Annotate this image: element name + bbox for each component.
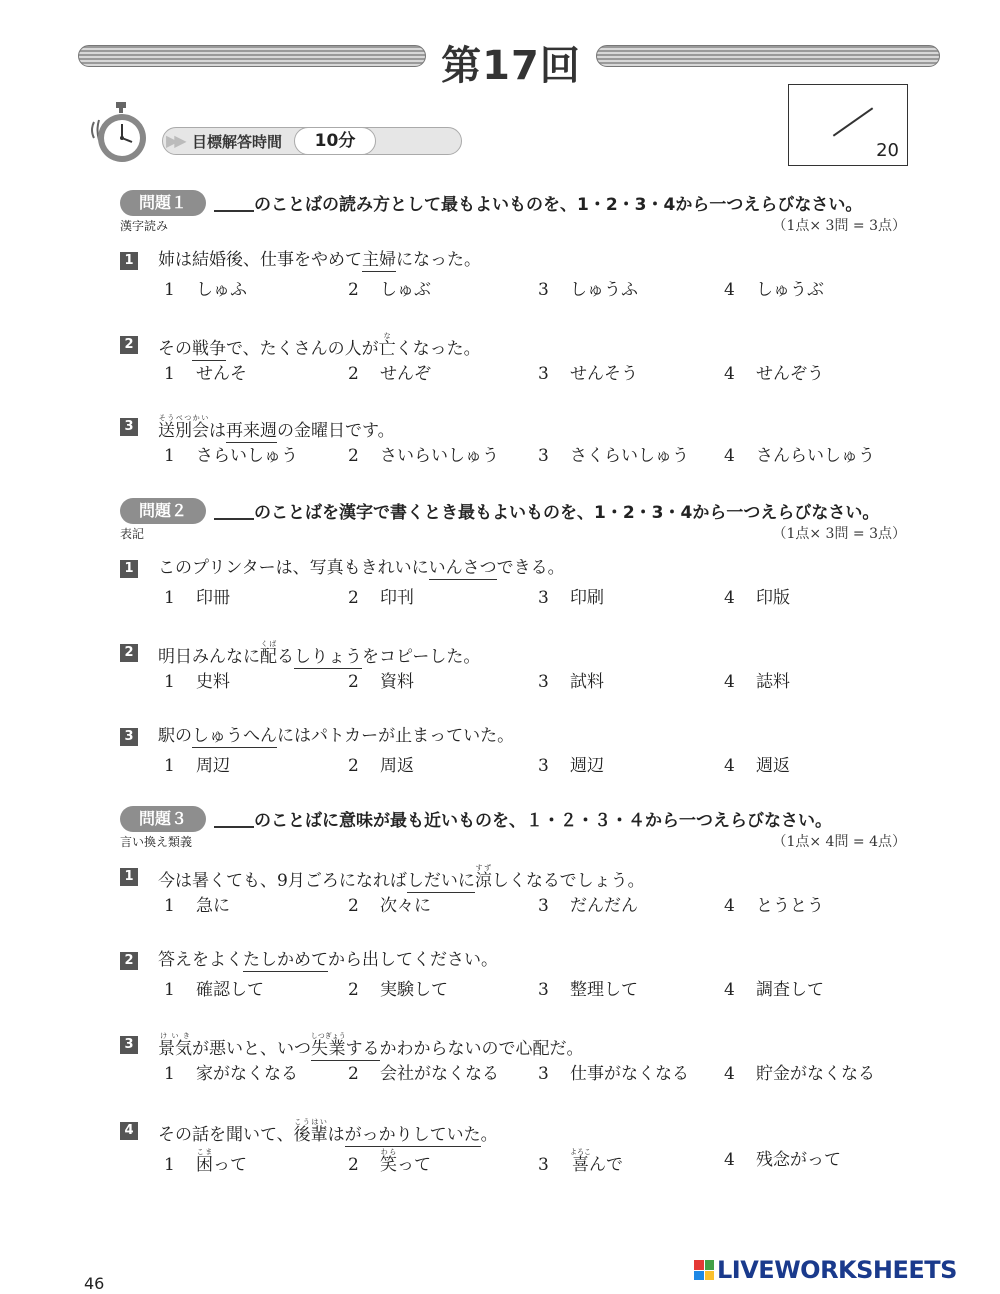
answer-option[interactable]: 2 次々に [348,896,431,916]
answer-option[interactable]: 1 しゅふ [164,280,247,300]
section-badge: 問題１ [120,190,206,216]
section-badge: 問題３ [120,806,206,832]
target-word: たしかめて [243,950,328,970]
page-title: 第17回 [441,43,581,89]
answer-option[interactable]: 2 笑わらって [348,1148,431,1175]
answer-option[interactable]: 3 せんそう [538,364,638,384]
answer-option[interactable]: 4 残念がって [724,1150,841,1170]
question-stem: 答えをよくたしかめてから出してください。 [158,950,498,970]
answer-option[interactable]: 2 会社がなくなる [348,1064,499,1084]
answer-option[interactable]: 3 仕事がなくなる [538,1064,689,1084]
answer-option[interactable]: 3 だんだん [538,896,638,916]
liveworksheets-watermark[interactable] [694,1256,957,1284]
section-points: （1点× 3問 = 3点） [772,218,906,234]
question-number: 2 [120,952,138,970]
answer-option[interactable]: 2 印刊 [348,588,414,608]
section-1-header [120,190,920,234]
score-box[interactable] [788,84,908,166]
question-stem: 駅のしゅうへんにはパトカーが止まっていた。 [158,726,515,746]
target-word: いんさつ [428,558,497,578]
answer-option[interactable]: 3 しゅうふ [538,280,638,300]
answer-option[interactable]: 1 印冊 [164,588,230,608]
score-total: 20 [876,140,899,161]
answer-option[interactable]: 1 さらいしゅう [164,446,298,466]
answer-option[interactable]: 3 喜よろこんで [538,1148,623,1175]
target-time [88,100,388,166]
question-number: 1 [120,560,138,578]
watermark-text: LIVEWORKSHEETS [717,1256,957,1284]
arrow-icon: ▶▶ [166,131,183,150]
question-stem: 送別会そうべつかいは再来週の金曜日です。 [158,414,395,441]
answer-option[interactable]: 2 実験して [348,980,448,1000]
section-points: （1点× 4問 = 4点） [772,834,906,850]
answer-option[interactable]: 3 試料 [538,672,604,692]
question [120,248,920,308]
question [120,948,920,1008]
question-stem: 景気けいきが悪いと、いつ失業しつぎょうするかわからないので心配だ。 [158,1032,584,1059]
section-instruction: のことばに意味が最も近いものを、１・２・３・４から一つえらびなさい。 [254,811,832,831]
answer-option[interactable]: 3 さくらいしゅう [538,446,689,466]
question [120,724,920,784]
target-word: がっかりしていた [344,1125,481,1145]
answer-option[interactable]: 1 史料 [164,672,230,692]
answer-option[interactable]: 4 せんぞう [724,364,824,384]
answer-option[interactable]: 1 確認して [164,980,264,1000]
score-slash [833,107,873,136]
section-subtitle: 表記 [120,527,145,541]
question-number: 3 [120,1036,138,1054]
target-word: しゅうへん [192,726,277,746]
title-bar-right-stripe [596,45,940,67]
underline-blank [214,826,254,828]
question-stem: 明日みんなに配くばるしりょうをコピーした。 [158,640,481,667]
answer-option[interactable]: 4 週返 [724,756,790,776]
answer-option[interactable]: 1 周辺 [164,756,230,776]
question-number: 1 [120,252,138,270]
question-stem: このプリンターは、写真もきれいにいんさつできる。 [158,558,565,578]
answer-option[interactable]: 1 急に [164,896,230,916]
answer-option[interactable]: 2 周返 [348,756,414,776]
question-stem: 今は暑くても、9月ごろになればしだいに涼すずしくなるでしょう。 [158,864,645,891]
underline-blank [214,210,254,212]
question [120,332,920,392]
target-time-label: 目標解答時間 [192,133,283,151]
question [120,640,920,700]
question-stem: その戦争で、たくさんの人が亡なくなった。 [158,332,481,359]
answer-option[interactable]: 3 印刷 [538,588,604,608]
liveworksheets-logo-icon [694,1260,714,1280]
question [120,414,920,474]
question-number: 2 [120,644,138,662]
section-instruction: のことばを漢字で書くとき最もよいものを、1・2・3・4から一つえらびなさい。 [254,503,880,523]
answer-option[interactable]: 3 整理して [538,980,638,1000]
title-bar-left-stripe [78,45,426,67]
question [120,1118,920,1178]
page-number: 46 [84,1274,105,1293]
question-number: 3 [120,728,138,746]
section-3-header [120,806,920,850]
answer-option[interactable]: 4 とうとう [724,896,824,916]
answer-option[interactable]: 1 家がなくなる [164,1064,298,1084]
answer-option[interactable]: 3 週辺 [538,756,604,776]
section-subtitle: 漢字読み [120,219,169,233]
answer-option[interactable]: 4 誌料 [724,672,790,692]
target-word: しだいに [406,871,475,891]
question-number: 4 [120,1122,138,1140]
target-word: 再来週 [226,421,277,441]
answer-option[interactable]: 1 せんそ [164,364,247,384]
question-stem: その話を聞いて、後輩こうはいはがっかりしていた。 [158,1118,498,1145]
answer-option[interactable]: 1 困こまって [164,1148,247,1175]
question [120,1032,920,1092]
section-2-header [120,498,920,542]
answer-option[interactable]: 2 しゅぶ [348,280,431,300]
answer-option[interactable]: 4 調査して [724,980,824,1000]
target-time-value: 10分 [294,127,376,155]
question-number: 1 [120,868,138,886]
question-stem: 姉は結婚後、仕事をやめて主婦になった。 [158,250,481,270]
answer-option[interactable]: 4 しゅうぶ [724,280,824,300]
answer-option[interactable]: 2 さいらいしゅう [348,446,499,466]
target-word: 失業しつぎょうする [310,1032,380,1059]
section-subtitle: 言い換え類義 [120,835,193,849]
question [120,556,920,616]
target-word: 主婦 [362,250,396,270]
section-badge: 問題２ [120,498,206,524]
answer-option[interactable]: 2 せんぞ [348,364,431,384]
target-word: 戦争 [192,339,226,359]
question-number: 3 [120,418,138,436]
target-word: しりょう [294,647,362,667]
question [120,864,920,924]
answer-option[interactable]: 4 さんらいしゅう [724,446,875,466]
answer-option[interactable]: 2 資料 [348,672,414,692]
stopwatch-icon [88,100,154,166]
answer-option[interactable]: 4 印版 [724,588,790,608]
answer-option[interactable]: 4 貯金がなくなる [724,1064,875,1084]
section-points: （1点× 3問 = 3点） [772,526,906,542]
title-bar [78,36,940,89]
underline-blank [214,518,254,520]
section-instruction: のことばの読み方として最もよいものを、1・2・3・4から一つえらびなさい。 [254,195,863,215]
question-number: 2 [120,336,138,354]
